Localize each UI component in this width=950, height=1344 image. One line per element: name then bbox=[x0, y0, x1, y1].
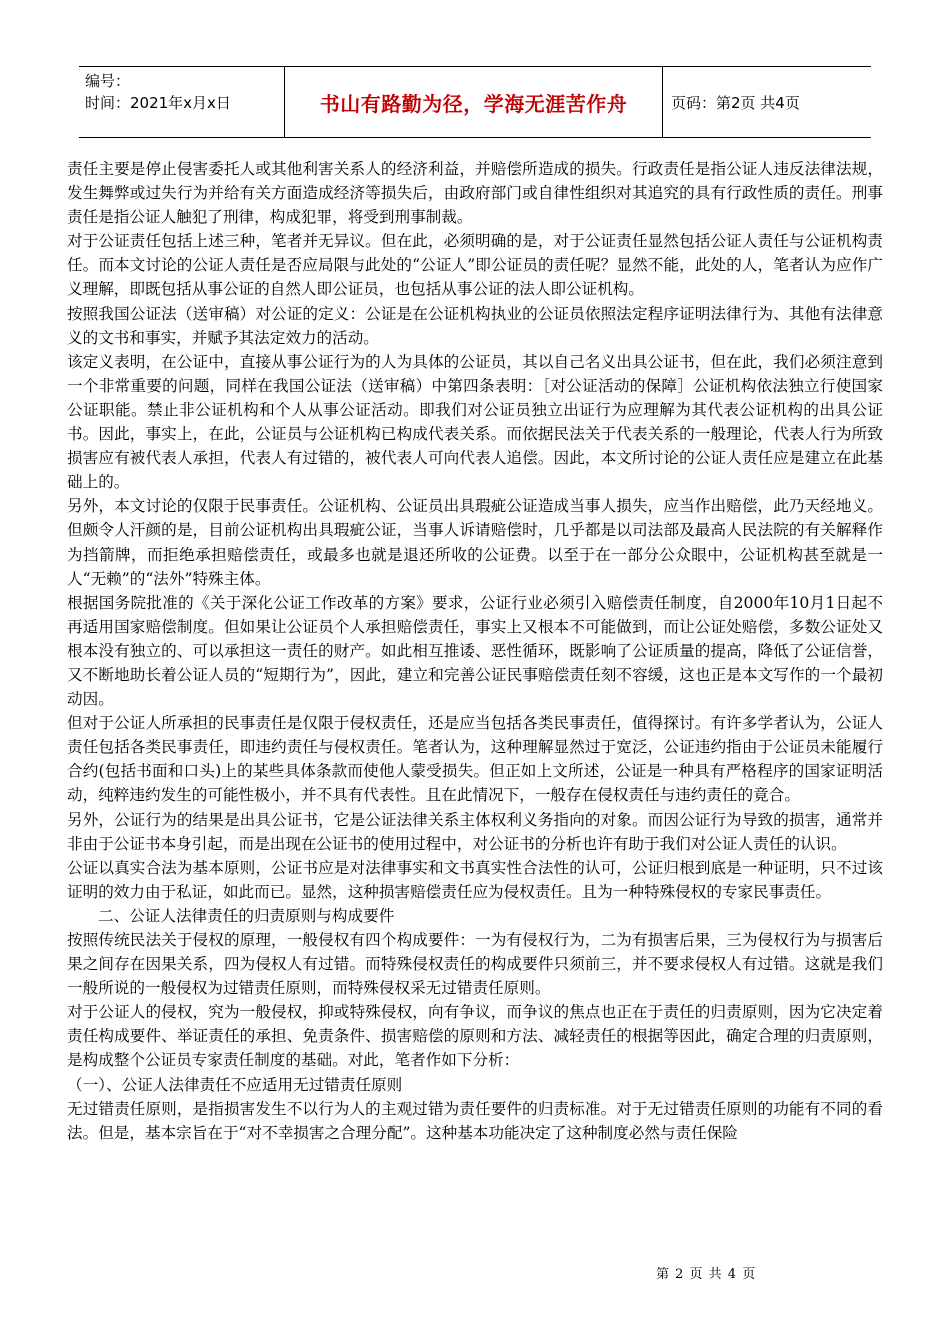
paragraph: 按照我国公证法（送审稿）对公证的定义：公证是在公证机构执业的公证员依照法定程序证明法律行为、其他有法律意义的文书和事实，并赋予其法定效力的活动。 bbox=[67, 304, 883, 347]
paragraph: 根据国务院批准的《关于深化公证工作改革的方案》要求，公证行业必须引入赔偿责任制度，自2000年10月1日起不再适用国家赔偿制度。但如果让公证员个人承担赔偿责任，事实上又根本不可能做到，而让公证处赔偿，多数公证处又根本没有独立的、可以承担这一责任的财产。如此相互推诿、恶性循环，既影响了公证质量的提高，降低了公证信誉，又不断地助长着公证人员的“短期行为”，因此，建立和完善公证民事赔偿责任刻不容缓，这也正是本文写作的一个最初动因。 bbox=[67, 593, 883, 709]
paragraph: 另外，公证行为的结果是出具公证书，它是公证法律关系主体权利义务指向的对象。而因公证行为导致的损害，通常并非由于公证书本身引起，而是出现在公证书的使用过程中，对公证书的分析也许有助于我们对公证人责任的认识。 bbox=[67, 810, 883, 853]
paragraph: 公证以真实合法为基本原则，公证书应是对法律事实和文书真实性合法性的认可，公证归根到底是一种证明，只不过该证明的效力由于私证，如此而已。显然，这种损害赔偿责任应为侵权责任。且为一种特殊侵权的专家民事责任。 bbox=[67, 858, 883, 901]
paragraph: 无过错责任原则，是指损害发生不以行为人的主观过错为责任要件的归责标准。对于无过错责任原则的功能有不同的看法。但是，基本宗旨在于“对不幸损害之合理分配”。这种基本功能决定了这种制度必然与责任保险 bbox=[67, 1099, 883, 1142]
page-footer: 第 2 页 共 4 页 bbox=[656, 1267, 757, 1282]
body-text bbox=[67, 157, 883, 1145]
paragraph: 对于公证人的侵权，究为一般侵权，抑或特殊侵权，向有争议，而争议的焦点也正在于责任的归责原则，因为它决定着责任构成要件、举证责任的承担、免责条件、损害赔偿的原则和方法、减轻责任的根据等因此，确定合理的归责原则，是构成整个公证员专家责任制度的基础。对此，笔者作如下分析： bbox=[67, 1003, 883, 1070]
paragraph: 另外，本文讨论的仅限于民事责任。公证机构、公证员出具瑕疵公证造成当事人损失，应当作出赔偿，此乃天经地义。但颇令人汗颜的是，目前公证机构出具瑕疵公证，当事人诉请赔偿时，几乎都是以司法部及最高人民法院的有关解释作为挡箭牌，而拒绝承担赔偿责任，或最多也就是退还所收的公证费。以至于在一部分公众眼中，公证机构甚至就是一人“无赖”的“法外”特殊主体。 bbox=[67, 497, 883, 588]
header-meta bbox=[79, 67, 285, 137]
header-page-number: 页码：第2页 共4页 bbox=[671, 93, 800, 112]
subsection-heading: （一）、公证人法律责任不应适用无过错责任原则 bbox=[67, 1075, 403, 1094]
section-heading: 二、公证人法律责任的归责原则与构成要件 bbox=[98, 906, 395, 925]
paragraph: 按照传统民法关于侵权的原理，一般侵权有四个构成要件：一为有侵权行为，二为有损害后果，三为侵权行为与损害后果之间存在因果关系，四为侵权人有过错。而特殊侵权责任的构成要件只须前三，并不要求侵权人有过错。这就是我们一般所说的一般侵权为过错责任原则，而特殊侵权采无过错责任原则。 bbox=[67, 931, 883, 998]
paragraph: 责任主要是停止侵害委托人或其他利害关系人的经济利益，并赔偿所造成的损失。行政责任是指公证人违反法律法规，发生舞弊或过失行为并给有关方面造成经济等损失后，由政府部门或自律性组织对其追究的具有行政性质的责任。刑事责任是指公证人触犯了刑律，构成犯罪，将受到刑事制裁。 bbox=[67, 160, 883, 227]
paragraph: 该定义表明，在公证中，直接从事公证行为的人为具体的公证员，其以自己名义出具公证书，但在此，我们必须注意到一个非常重要的问题，同样在我国公证法（送审稿）中第四条表明：［对公证活动的保障］公证机构依法独立行使国家公证职能。禁止非公证机构和个人从事公证活动。即我们对公证员独立出证行为应理解为其代表公证机构的出具公证书。因此，事实上，在此，公证员与公证机构已构成代表关系。而依据民法关于代表关系的一般理论，代表人行为所致损害应有被代表人承担，代表人有过错的，被代表人可向代表人追偿。因此，本文所讨论的公证人责任应是建立在此基础上的。 bbox=[67, 352, 883, 492]
page-header bbox=[79, 66, 871, 138]
paragraph: 对于公证责任包括上述三种，笔者并无异议。但在此，必须明确的是，对于公证责任显然包括公证人责任与公证机构责任。而本文讨论的公证人责任是否应局限与此处的“公证人”即公证员的责任呢？显然不能，此处的人，笔者认为应作广义理解，即既包括从事公证的自然人即公证员，也包括从事公证的法人即公证机构。 bbox=[67, 232, 883, 299]
document-time: 时间：2021年x月x日 bbox=[85, 94, 231, 112]
document-number: 编号： bbox=[85, 72, 131, 90]
paragraph: 但对于公证人所承担的民事责任是仅限于侵权责任，还是应当包括各类民事责任，值得探讨。有许多学者认为，公证人责任包括各类民事责任，即违约责任与侵权责任。笔者认为，这种理解显然过于宽泛，公证违约指由于公证员未能履行合约(包括书面和口头)上的某些具体条款而使他人蒙受损失。但正如上文所述，公证是一种具有严格程序的国家证明活动，纯粹违约发生的可能性极小，并不具有代表性。且在此情况下，一般存在侵权责任与违约责任的竟合。 bbox=[67, 714, 883, 805]
header-motto: 书山有路勤为径，学海无涯苦作舟 bbox=[285, 67, 663, 137]
